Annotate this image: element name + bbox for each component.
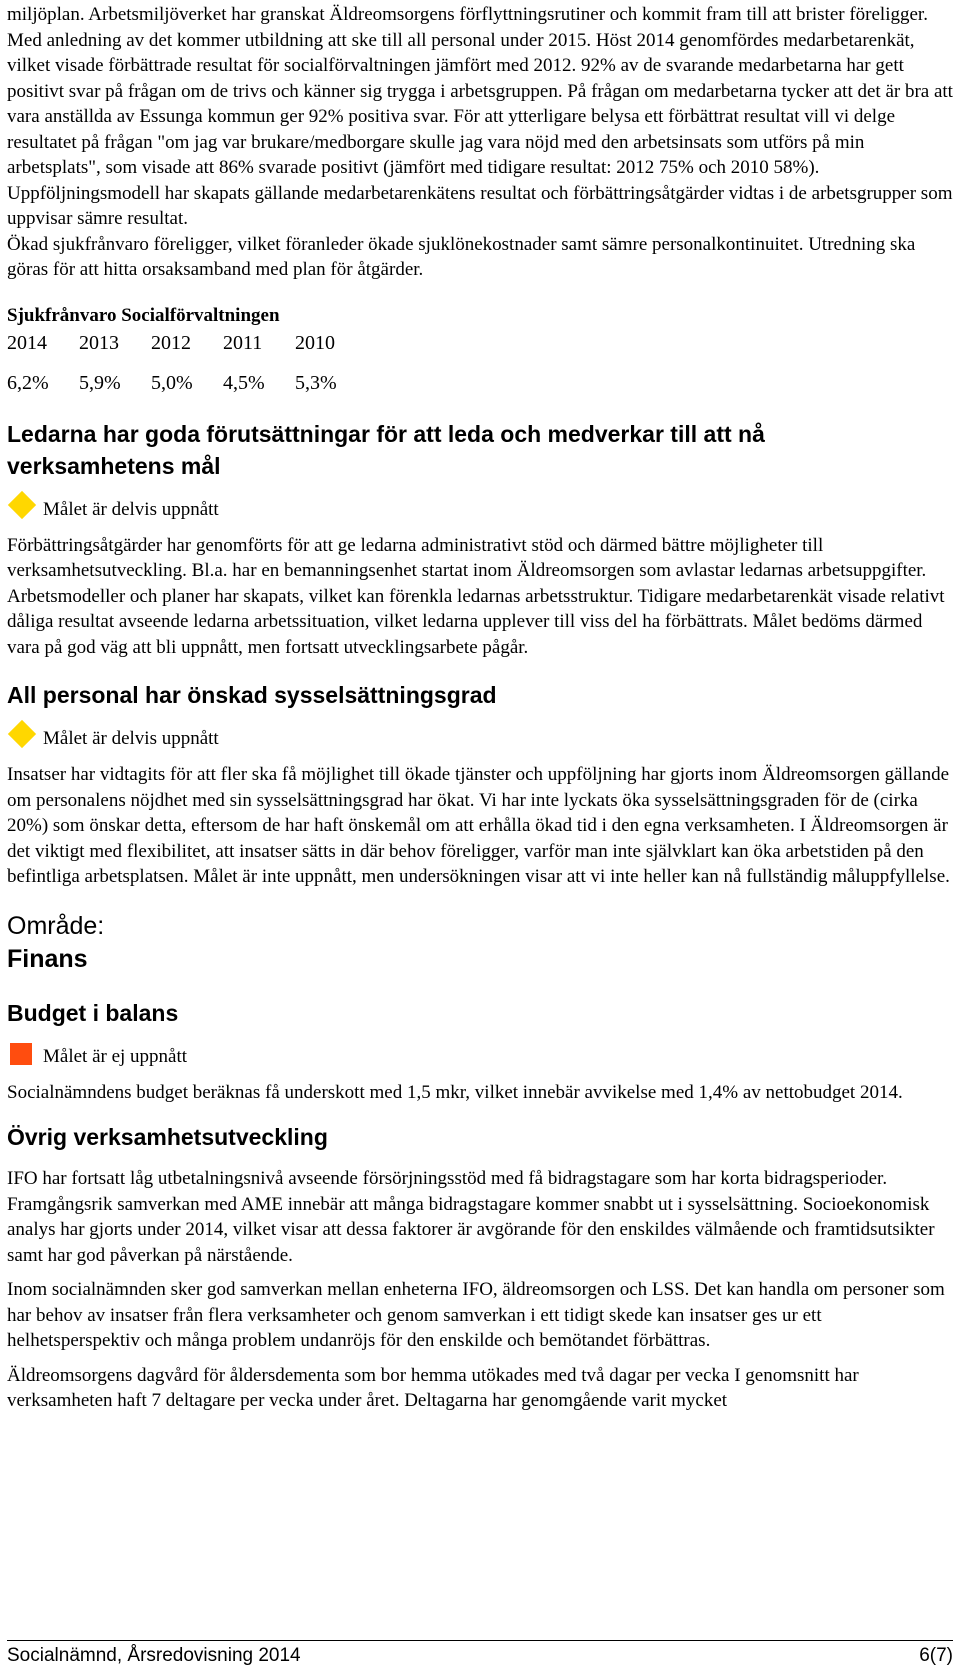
sick-leave-title: Sjukfrånvaro Socialförvaltningen (7, 304, 280, 326)
goal-budget-text: Socialnämndens budget beräknas få underskott med 1,5 mkr, vilket innebär avvikelse med 1,4% av nettobudget 2014. (7, 1081, 903, 1103)
goal-leaders-text: Förbättringsåtgärder har genomförts för att ge ledarna administrativt stöd och därmed bättre möjligheter till verksamhetsutveckling. Bl.a. har en bemanningsenhet startat inom Äldreomsorgen som avlastar ledarnas arbetsuppgifter. Arbetsmodeller och planer har skapats, vilket kan förenkla ledarnas arbetsstruktur. Tidigare medarbetarenkät visade relativt dåliga resultat avseende ledarna arbetssituation, vilket ledarna upplever till viss del ha förbättrats. Målet bedöms därmed vara på god väg att bli uppnått, men fortsatt utvecklingsarbete pågår. (7, 534, 945, 658)
sick-leave-year: 2010 (295, 331, 335, 354)
goal-leaders-heading: Ledarna har goda förutsättningar för att leda och medverkar till att nå verksamhetens mål (7, 420, 765, 479)
other-development-paragraph: Äldreomsorgens dagvård för åldersdementa som bor hemma utökades med två dagar per vecka I genomsnitt har verksamheten haft 7 deltagare per vecka under året. Deltagarna har genomgående varit mycket (7, 1364, 859, 1411)
goal-leaders-status-label: Målet är delvis uppnått (43, 498, 219, 520)
area-label: Område: (7, 911, 105, 940)
yellow-diamond-icon (7, 721, 37, 751)
sick-leave-year: 2013 (79, 331, 119, 354)
goal-employment-status-label: Målet är delvis uppnått (43, 728, 219, 749)
footer-page-number: 6(7) (919, 1645, 953, 1666)
intro-paragraph: miljöplan. Arbetsmiljöverket har granskat Äldreomsorgens förflyttningsrutiner och kommit fram till att brister föreligger. Med anledning av det kommer utbildning att ske till all personal under 2015. Höst 2014 genomfördes medarbetarenkät, vilket visade förbättrade resultat för socialförvaltningen jämfört med 2012. 92% av de svarande medarbetarna har gett positivt svar på frågan om de trivs och känner sig trygga i arbetsgruppen. På frågan om medarbetarna tycker att det är bra att vara anställda av Essunga kommun ger 92% positiva svar. För att ytterligare belysa ett förbättrat resultat vill vi delge resultatet på frågan "om jag var brukare/medborgare skulle jag vara nöjd med den arbetsinsats som utförs på min arbetsplats", som visade att 86% svarade positivt (jämfört med tidigare resultat: 2012 75% och 2010 58%). Uppföljningsmodell har skapats gällande medarbetarenkätens resultat och förbättringsåtgärder vidtas i de arbetsgrupper som uppvisar sämre resultat. (7, 4, 953, 229)
goal-budget-heading: Budget i balans (7, 999, 179, 1026)
goal-employment-status (7, 721, 953, 751)
sick-leave-year: 2014 (7, 331, 47, 354)
sick-leave-table (7, 303, 953, 396)
sick-leave-year: 2011 (223, 331, 263, 354)
sick-leave-years-row (7, 330, 953, 356)
other-development-paragraph: IFO har fortsatt låg utbetalningsnivå avseende försörjningsstöd med få bidragstagare som har korta bidragsperioder. Framgångsrik samverkan med AME innebär att många bidragstagare kommer snabbt ut i sysselsättning. Socioekonomisk analys har gjorts under 2014, vilket visar att dessa faktorer är avgörande för den enskildes välmående och framtidsutsikter samt har god påverkan på närstående. (7, 1168, 935, 1266)
document-page (7, 0, 953, 1414)
other-development-section (7, 1121, 953, 1414)
other-development-heading: Övrig verksamhetsutveckling (7, 1124, 328, 1150)
goal-leaders-section (7, 418, 953, 661)
yellow-diamond-icon (7, 492, 37, 522)
red-square-icon (7, 1039, 37, 1069)
goal-employment-text: Insatser har vidtagits för att fler ska få möjlighet till ökade tjänster och uppföljning har gjorts inom Äldreomsorgen gällande om personalens nöjdhet med sin sysselsättningsgrad har ökat. Vi har inte lyckats öka sysselsättningsgraden för de (cirka 20%) som önskar detta, eftersom de har haft önskemål om att erhålla ökad tid i den egna verksamheten. I Äldreomsorgen är det viktigt med flexibilitet, att insatser sätts in där behov föreligger, varför man inte självklart kan öka arbetstiden på den befintliga arbetsplatsen. Målet är inte uppnått, men undersökningen visar att vi inte heller kan nå fullständig måluppfyllelse. (7, 764, 950, 887)
other-development-paragraph: Inom socialnämnden sker god samverkan mellan enheterna IFO, äldreomsorgen och LSS. Det kan handla om personer som har behov av insatser från flera verksamheter och genom samverkan i ett tidigt skede kan insatser ges ur ett helhetsperspektiv och många problem undanröjs för den enskilde och bemötandet förbättras. (7, 1279, 945, 1351)
intro-paragraph-sick-leave: Ökad sjukfrånvaro föreligger, vilket föranleder ökade sjuklönekostnader samt sämre personalkontinuitet. Utredning ska göras för att hitta orsaksamband med plan för åtgärder. (7, 233, 916, 280)
sick-leave-year: 2012 (151, 331, 191, 354)
goal-leaders-status (7, 492, 953, 522)
area-name: Finans (7, 944, 88, 973)
sick-leave-value: 5,3% (295, 371, 337, 394)
goal-employment-section (7, 679, 953, 890)
goal-budget-section (7, 997, 953, 1106)
goal-employment-heading: All personal har önskad sysselsättningsgrad (7, 682, 497, 708)
sick-leave-value: 4,5% (223, 371, 265, 394)
area-section (7, 910, 953, 976)
goal-budget-status-label: Målet är ej uppnått (43, 1045, 188, 1067)
footer-document-title: Socialnämnd, Årsredovisning 2014 (7, 1645, 301, 1666)
sick-leave-value: 5,9% (79, 371, 121, 394)
goal-budget-status (7, 1039, 953, 1069)
page-footer (7, 1640, 953, 1671)
sick-leave-values-row (7, 370, 953, 396)
sick-leave-value: 6,2% (7, 371, 49, 394)
sick-leave-value: 5,0% (151, 371, 193, 394)
